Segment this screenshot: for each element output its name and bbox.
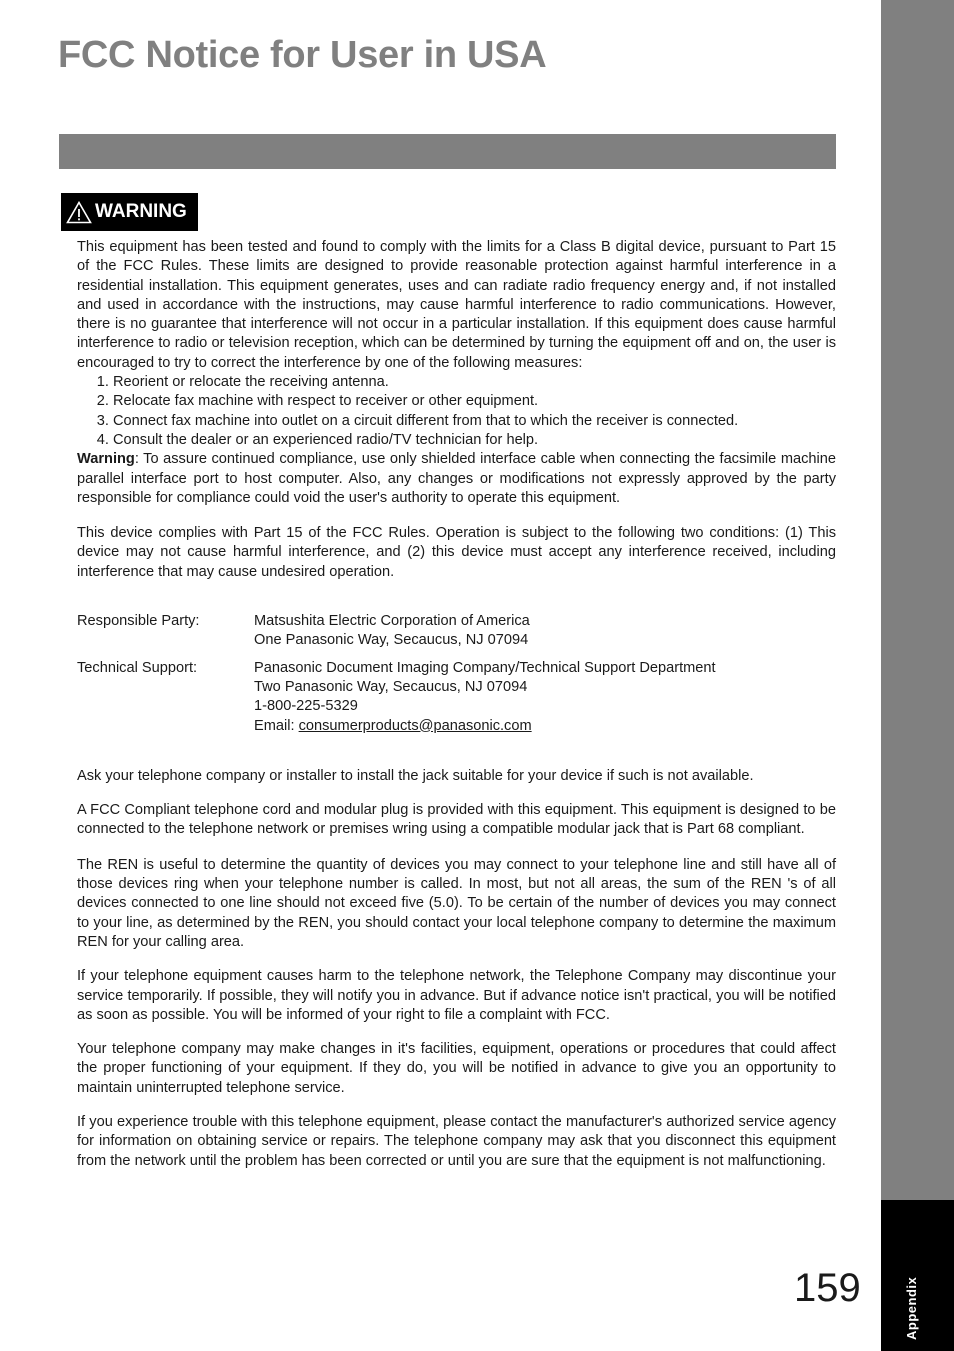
warning-inline-text: : To assure continued compliance, use only shielded interface cable when connecting the facsimile machine parallel interface port to host computer. Also, any changes or modifications not expressly approved by the party responsible for compliance could void the user's authority to operate this equipment. xyxy=(77,451,836,506)
warning-inline-label: Warning xyxy=(77,451,135,468)
warning-label: WARNING xyxy=(95,201,187,222)
responsible-party-details xyxy=(254,612,530,651)
side-bar xyxy=(881,0,954,1351)
warning-badge xyxy=(61,193,198,231)
fcc-class-b-paragraph: This equipment has been tested and found to comply with the limits for a Class B digital device, pursuant to Part 15 of the FCC Rules. These limits are designed to provide reasonable protection against harmful interference in a residential installation. This equipment generates, uses and can radiate radio frequency energy and, if not installed and used in accordance with the instructions, may cause harmful interference to radio communications. However, there is no guarantee that interference will not occur in a particular installation. If this equipment does cause harmful interference to radio or television reception, which can be determined by turning the equipment off and on, the user is encouraged to try to correct the interference by one of the following measures: xyxy=(77,239,836,371)
appendix-tab-label: Appendix xyxy=(904,1276,919,1340)
responsible-party-address: One Panasonic Way, Secaucus, NJ 07094 xyxy=(254,632,529,649)
warning-triangle-icon xyxy=(66,201,92,224)
part15-compliance-paragraph: This device complies with Part 15 of the FCC Rules. Operation is subject to the following two conditions: (1) This device may not cause harmful interference, and (2) this device must accept any interference received, including interference that may cause undesired operation. xyxy=(77,525,836,580)
ren-paragraph: The REN is useful to determine the quantity of devices you may connect to your telephone line and still have all of those devices ring when your telephone number is called. In most, but not all areas, the sum of the REN 's of all devices connected to one line should not exceed five (5.0). To be certain of the number of devices you may connect to your line, as determined by the REN, you should contact your local telephone company to determine the maximum REN for your calling area. xyxy=(77,856,836,950)
telephone-changes-paragraph: Your telephone company may make changes in it's facilities, equipment, operations or procedures that could affect the proper functioning of your equipment. If they do, you will be notified in advance to give you an opportunity to maintain uninterrupted telephone service. xyxy=(77,1041,836,1096)
technical-support-phone: 1-800-225-5329 xyxy=(254,698,358,715)
notice-body xyxy=(77,238,836,1171)
technical-support-row xyxy=(77,659,836,736)
list-item: 3. Connect fax machine into outlet on a circuit different from that to which the receiver is connected. xyxy=(113,412,836,431)
responsible-party-label: Responsible Party: xyxy=(77,613,200,630)
technical-support-address: Two Panasonic Way, Secaucus, NJ 07094 xyxy=(254,678,528,695)
section-header-bar xyxy=(59,134,836,169)
technical-support-email-line xyxy=(254,717,716,736)
responsible-party-name: Matsushita Electric Corporation of America xyxy=(254,613,530,630)
shielded-cable-warning xyxy=(77,450,836,508)
jack-install-paragraph: Ask your telephone company or installer to install the jack suitable for your device if such is not available. xyxy=(77,767,754,784)
technical-support-label: Technical Support: xyxy=(77,659,198,676)
technical-support-name: Panasonic Document Imaging Company/Technical Support Department xyxy=(254,659,716,676)
page-number: 159 xyxy=(794,1266,861,1310)
responsible-party-row xyxy=(77,612,836,651)
telephone-cord-paragraph: A FCC Compliant telephone cord and modular plug is provided with this equipment. This equipment is designed to be connected to the telephone network or premises wring using a compatible modular jack that is Part 68 compliant. xyxy=(77,802,836,838)
list-item: 2. Relocate fax machine with respect to receiver or other equipment. xyxy=(113,392,836,411)
list-item: 1. Reorient or relocate the receiving antenna. xyxy=(113,373,836,392)
interference-measures-list xyxy=(77,373,836,450)
network-harm-paragraph: If your telephone equipment causes harm to the telephone network, the Telephone Company may discontinue your service temporarily. If possible, they will notify you in advance. But if advance notice isn't practical, you will be notified as soon as possible. You will be informed of your right to file a complaint with FCC. xyxy=(77,968,836,1023)
contact-block xyxy=(77,612,836,736)
trouble-service-paragraph: If you experience trouble with this telephone equipment, please contact the manufacturer's authorized service agency for information on obtaining service or repairs. The telephone company may ask that you disconnect this equipment from the network until the problem has been corrected or until you are sure that the equipment is not malfunctioning. xyxy=(77,1113,836,1169)
page-title: FCC Notice for User in USA xyxy=(58,34,547,76)
technical-support-details xyxy=(254,659,716,736)
support-email-link[interactable]: consumerproducts@panasonic.com xyxy=(298,717,532,734)
email-prefix: Email: xyxy=(254,717,299,734)
list-item: 4. Consult the dealer or an experienced radio/TV technician for help. xyxy=(113,431,836,450)
